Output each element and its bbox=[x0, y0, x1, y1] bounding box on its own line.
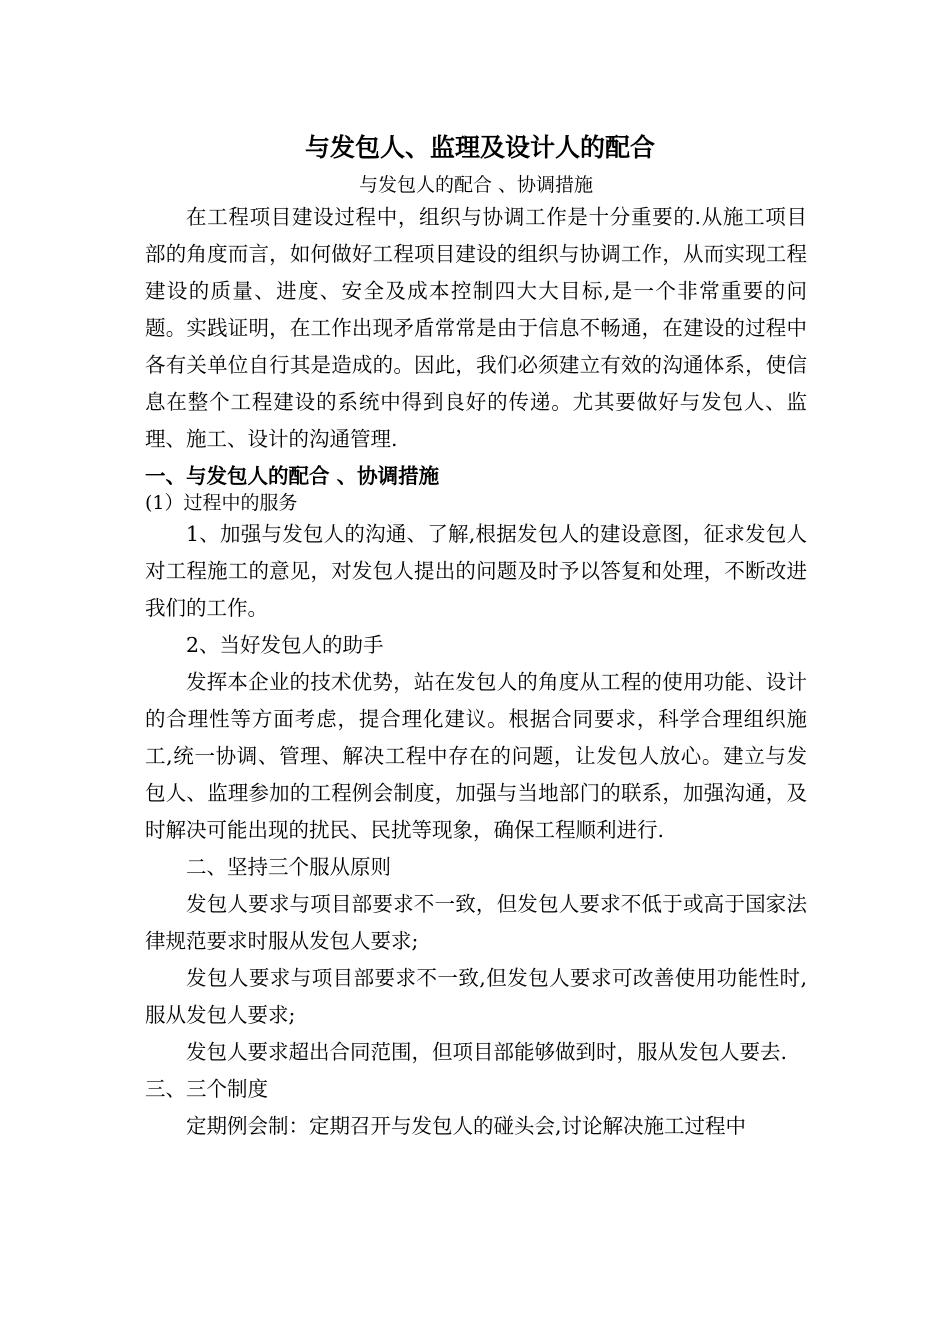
section-1-heading: 一、与发包人的配合 、协调措施 bbox=[145, 464, 440, 488]
intro-paragraph: 在工程项目建设过程中，组织与协调工作是十分重要的.从施工项目部的角度而言，如何做好工程项目建设的组织与协调工作，从而实现工程建设的质量、进度、安全及成本控制四大大目标,是一个非常重要的问题。实践证明，在工作出现矛盾常常是由于信息不畅通，在建设的过程中各有关单位自行其是造成的。因此，我们必须建立有效的沟通体系，使信息在整个工程建设的系统中得到良好的传递。尤其要做好与发包人、监理、施工、设计的沟通管理. bbox=[145, 205, 807, 451]
item-2-paragraph: 发挥本企业的技术优势，站在发包人的角度从工程的使用功能、设计的合理性等方面考虑，提合理化建议。根据合同要求，科学合理组织施工,统一协调、管理、解决工程中存在的问题，让发包人放心。建立与发包人、监理参加的工程例会制度，加强与当地部门的联系，加强沟通，及时解决可能出现的扰民、民扰等现象，确保工程顺利进行. bbox=[145, 670, 807, 842]
section-2-heading: 二、坚持三个服从原则 bbox=[186, 855, 391, 879]
section-3-heading: 三、三个制度 bbox=[145, 1077, 268, 1101]
principle-3-paragraph: 发包人要求超出合同范围，但项目部能够做到时，服从发包人要去. bbox=[186, 1040, 788, 1064]
system-1-paragraph: 定期例会制：定期召开与发包人的碰头会,讨论解决施工过程中 bbox=[186, 1114, 747, 1138]
item-2-heading: 2、当好发包人的助手 bbox=[186, 633, 384, 657]
principle-2-paragraph: 发包人要求与项目部要求不一致,但发包人要求可改善使用功能性时,服从发包人要求; bbox=[145, 966, 807, 1027]
document-page bbox=[145, 128, 807, 1145]
principle-1-paragraph: 发包人要求与项目部要求不一致，但发包人要求不低于或高于国家法律规范要求时服从发包人要求; bbox=[145, 892, 807, 953]
document-title: 与发包人、监理及设计人的配合 bbox=[304, 133, 655, 162]
section-1-subheading: (1）过程中的服务 bbox=[145, 492, 298, 514]
item-1-paragraph: 1、加强与发包人的沟通、了解,根据发包人的建设意图，征求发包人对工程施工的意见，对发包人提出的问题及时予以答复和处理，不断改进我们的工作。 bbox=[145, 522, 807, 620]
document-subtitle: 与发包人的配合 、协调措施 bbox=[358, 174, 594, 196]
